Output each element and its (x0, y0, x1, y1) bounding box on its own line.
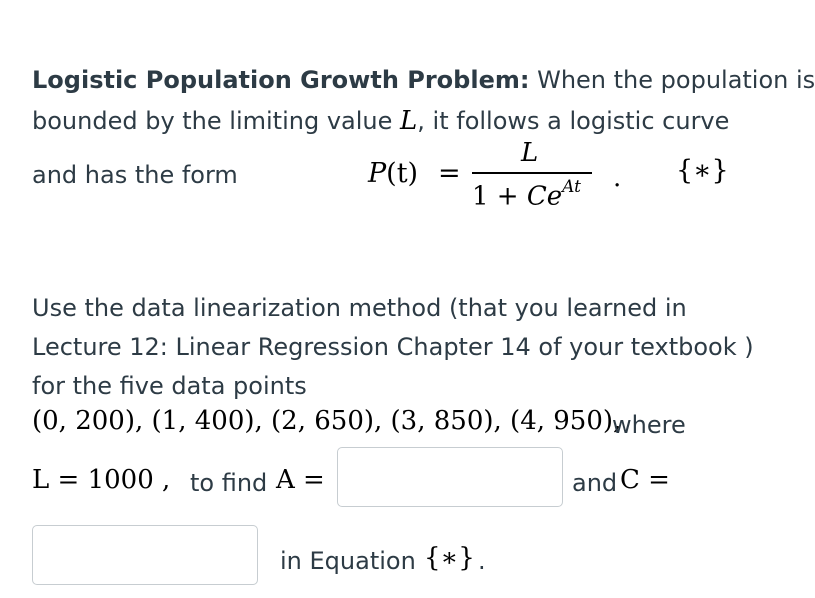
fraction-bar (472, 172, 592, 174)
limit-symbol: L (400, 106, 418, 136)
limit-value (32, 465, 170, 495)
to-find-text: to find (190, 469, 268, 497)
c-label-text: C = (620, 465, 670, 495)
equation-lhs (368, 158, 418, 189)
eq-den-ce: Ce (526, 181, 563, 212)
answer-c-input[interactable] (32, 525, 258, 585)
eq-lhs-p: P (368, 158, 387, 189)
problem-line-1-rest: When the population is (529, 66, 815, 94)
equation-period: . (613, 163, 622, 193)
eq-den-exponent: At (562, 177, 581, 197)
and-text: and (572, 469, 618, 497)
problem-line-2 (32, 106, 729, 136)
equation-numerator: L (521, 138, 539, 168)
where-text: where (612, 411, 686, 439)
problem-line-1 (32, 66, 815, 94)
in-equation-text: in Equation (280, 547, 416, 575)
eq-den-one: 1 + (472, 181, 527, 212)
eq-lhs-t: (t) (386, 158, 419, 189)
equation-tag: {∗} (676, 155, 729, 186)
c-label (620, 465, 670, 495)
limit-value-text: L = 1000 , (32, 465, 171, 495)
a-label-text: A = (276, 465, 325, 495)
problem-line-3: and has the form (32, 161, 238, 189)
equation-reference: {∗} (424, 543, 475, 573)
final-period: . (478, 547, 486, 575)
instructions-line-2: Lecture 12: Linear Regression Chapter 14 of your textbook ) (32, 333, 754, 361)
problem-title: Logistic Population Growth Problem: (32, 66, 530, 94)
equation-denominator (472, 177, 581, 212)
problem-line-2-text: bounded by the limiting value (32, 107, 401, 135)
problem-line-2-end: , it follows a logistic curve (417, 107, 730, 135)
data-points: (0, 200), (1, 400), (2, 650), (3, 850), (4, 950), (32, 406, 622, 436)
instructions-line-1: Use the data linearization method (that you learned in (32, 294, 687, 322)
equation-equals: = (438, 158, 461, 189)
answer-a-input[interactable] (337, 447, 563, 507)
instructions-line-3: for the five data points (32, 372, 307, 400)
a-label (276, 465, 325, 495)
